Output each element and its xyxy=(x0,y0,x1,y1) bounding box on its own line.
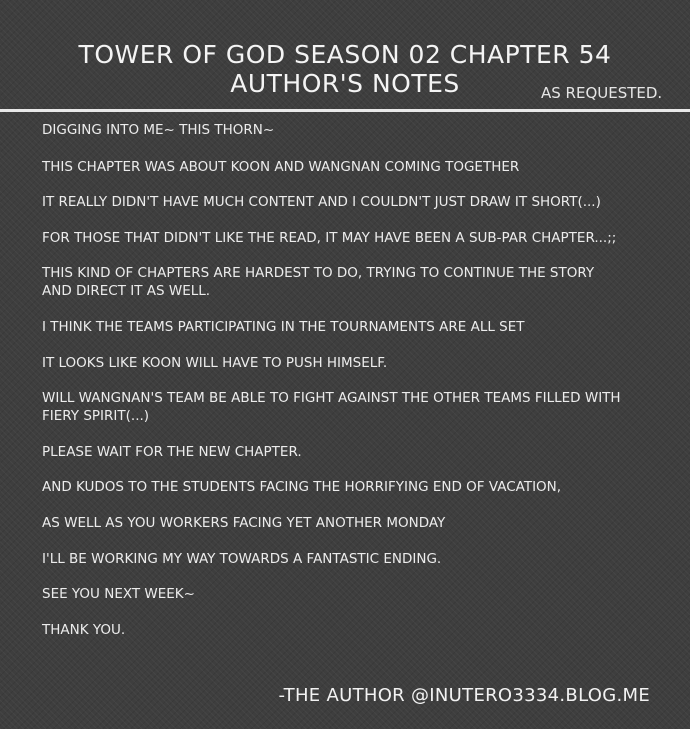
page-subtitle: AUTHOR'S NOTES xyxy=(230,69,460,98)
note-line: FOR THOSE THAT DIDN'T LIKE THE READ, IT MAY HAVE BEEN A SUB-PAR CHAPTER...;; xyxy=(42,229,617,246)
note-line: I THINK THE TEAMS PARTICIPATING IN THE TOURNAMENTS ARE ALL SET xyxy=(42,318,525,335)
page-title: TOWER OF GOD SEASON 02 CHAPTER 54 xyxy=(78,40,612,69)
note-line: AND KUDOS TO THE STUDENTS FACING THE HORRIFYING END OF VACATION, xyxy=(42,479,562,496)
note-line: SEE YOU NEXT WEEK~ xyxy=(42,586,195,603)
note-line: DIGGING INTO ME~ THIS THORN~ xyxy=(42,122,275,138)
note-line: THANK YOU. xyxy=(42,621,126,638)
header-divider xyxy=(0,109,690,112)
request-note: AS REQUESTED. xyxy=(541,84,663,102)
note-line: PLEASE WAIT FOR THE NEW CHAPTER. xyxy=(42,443,302,460)
note-line: AS WELL AS YOU WORKERS FACING YET ANOTHER MONDAY xyxy=(42,514,446,531)
note-line: AND DIRECT IT AS WELL. xyxy=(42,283,211,300)
note-line: IT LOOKS LIKE KOON WILL HAVE TO PUSH HIMSELF. xyxy=(42,354,388,371)
note-line: THIS CHAPTER WAS ABOUT KOON AND WANGNAN COMING TOGETHER xyxy=(42,158,520,175)
note-line: WILL WANGNAN'S TEAM BE ABLE TO FIGHT AGAINST THE OTHER TEAMS FILLED WITH xyxy=(42,390,621,407)
note-line: THIS KIND OF CHAPTERS ARE HARDEST TO DO, TRYING TO CONTINUE THE STORY xyxy=(42,265,595,282)
notes-list xyxy=(42,121,652,639)
note-line: I'LL BE WORKING MY WAY TOWARDS A FANTASTIC ENDING. xyxy=(42,550,442,567)
note-line: FIERY SPIRIT(...) xyxy=(42,408,150,425)
note-line: IT REALLY DIDN'T HAVE MUCH CONTENT AND I COULDN'T JUST DRAW IT SHORT(...) xyxy=(42,194,601,211)
author-signature: -THE AUTHOR @INUTERO3334.BLOG.ME xyxy=(278,685,650,706)
